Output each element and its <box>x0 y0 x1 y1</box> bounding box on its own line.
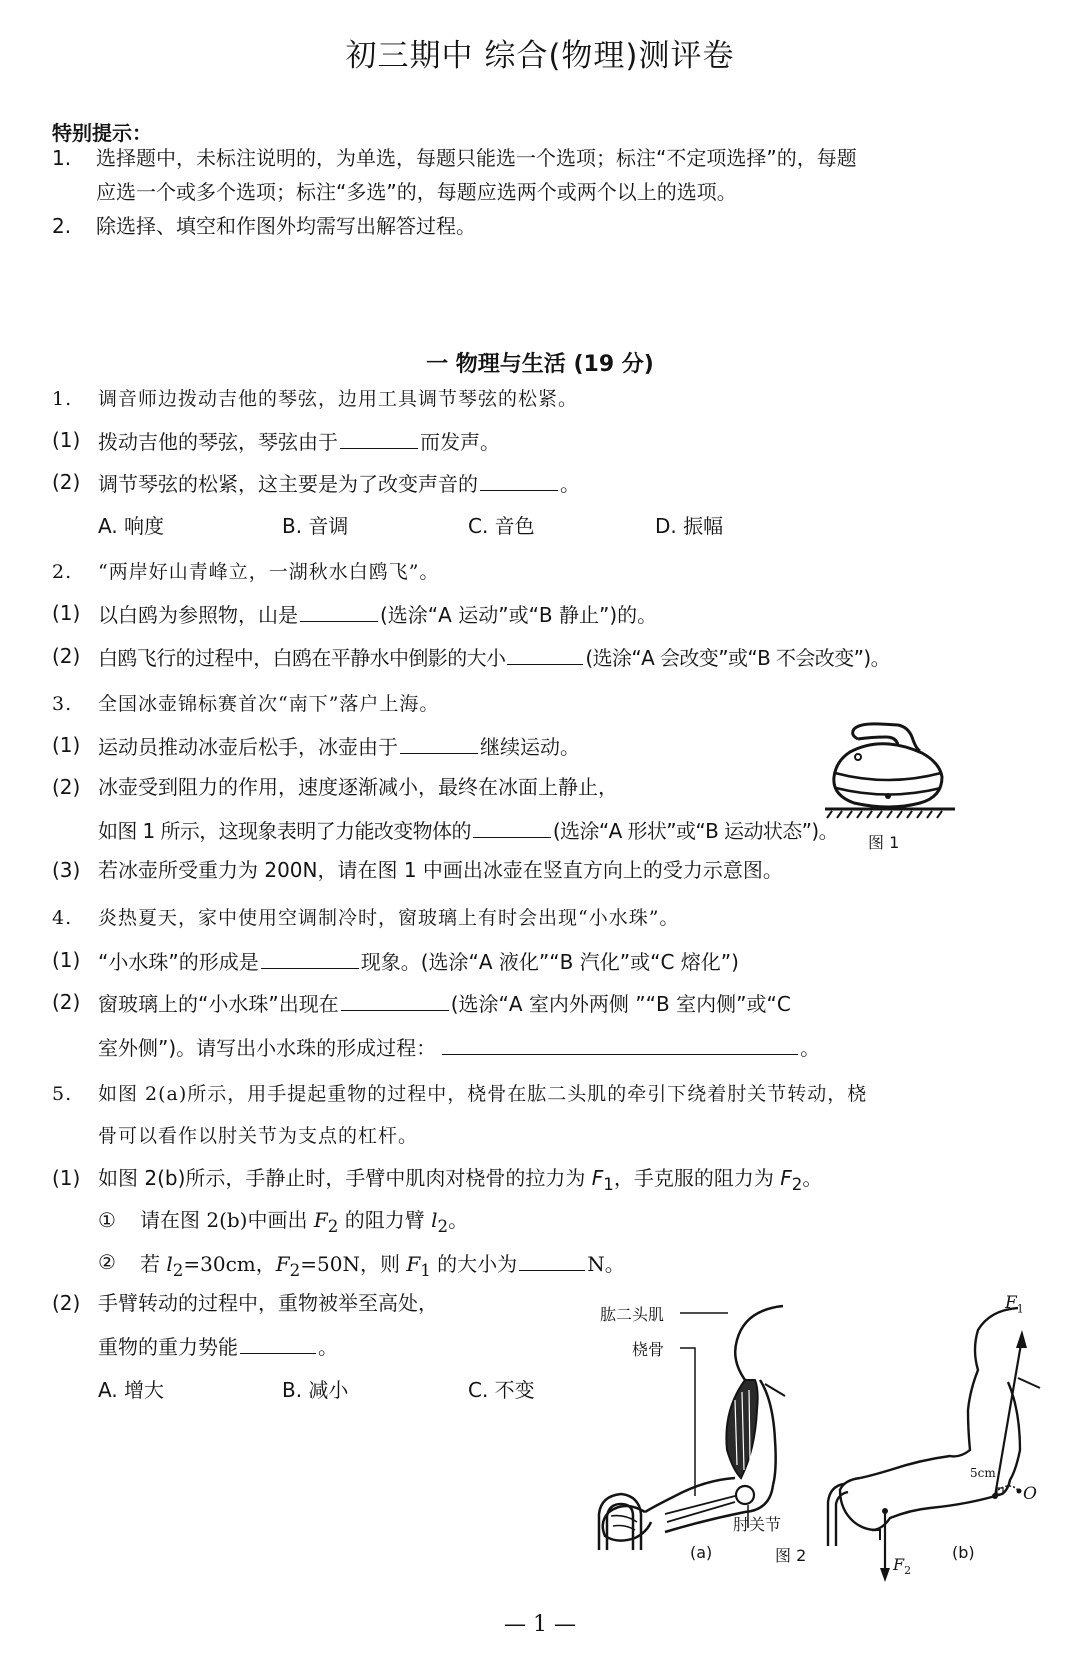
var-f1-sub: 1 <box>603 1175 614 1194</box>
q5-sub1-text-c: 。 <box>448 1208 469 1232</box>
q4-part1-text-after: 现象。(选涂“A 液化”“B 汽化”或“C 熔化”) <box>360 950 739 974</box>
q3-part2-line-1: 冰壶受到阻力的作用，速度逐渐减小，最终在冰面上静止， <box>98 775 618 799</box>
q2-number: 2. <box>52 561 73 583</box>
q5-option-c[interactable]: C. 不变 <box>468 1378 535 1402</box>
q1-part1-text-after: 而发声。 <box>420 430 500 454</box>
q2-part2-answer-blank[interactable] <box>507 644 583 665</box>
q5-stem-line-2: 骨可以看作以肘关节为支点的杠杆。 <box>98 1125 419 1147</box>
notice-item-1-line-1: 选择题中，未标注说明的，为单选，每题只能选一个选项；标注“不定项选择”的，每题 <box>96 146 857 170</box>
q1-option-d[interactable]: D. 振幅 <box>655 514 724 538</box>
q1-part2-number: (2) <box>52 470 81 494</box>
q5-part2-number: (2) <box>52 1291 81 1315</box>
q4-part2-answer-blank[interactable] <box>341 990 449 1011</box>
notice-heading: 特别提示： <box>52 121 152 145</box>
q5-sub2-text-c: =50N，则 <box>300 1252 407 1276</box>
q5-part1-text-a: 如图 2(b)所示，手静止时，手臂中肌肉对桡骨的拉力为 <box>98 1166 592 1190</box>
figure-1-curling-stone <box>810 715 960 825</box>
q3-part1-text-after: 继续运动。 <box>480 735 580 759</box>
var-l2: l <box>166 1252 173 1276</box>
q4-part2-number: (2) <box>52 990 81 1014</box>
q2-stem: “两岸好山青峰立，一湖秋水白鸥飞”。 <box>98 561 440 583</box>
var-f2: F <box>780 1166 792 1190</box>
notice-item-1-num: 1. <box>52 146 72 170</box>
label-f2-sub: 2 <box>904 1564 912 1578</box>
q3-part1 <box>98 733 580 759</box>
notice-item-2-num: 2. <box>52 214 72 238</box>
q4-stem: 炎热夏天，家中使用空调制冷时，窗玻璃上有时会出现“小水珠”。 <box>98 907 680 929</box>
notice-item-2-line-1: 除选择、填空和作图外均需写出解答过程。 <box>96 214 476 238</box>
q1-part1-text-before: 拨动吉他的琴弦，琴弦由于 <box>98 430 338 454</box>
q1-part1-number: (1) <box>52 428 81 452</box>
q5-sub1-text-a: 请在图 2(b)中画出 <box>140 1208 314 1232</box>
q3-part2-text-before: 如图 1 所示，这现象表明了力能改变物体的 <box>98 819 471 843</box>
q2-part1-text-before: 以白鸥为参照物，山是 <box>98 603 298 627</box>
q5-f1-answer-blank[interactable] <box>519 1250 585 1271</box>
var-f1: F <box>406 1252 421 1276</box>
q5-sub2-text-a: 若 <box>140 1252 167 1276</box>
q1-part2-text-after: 。 <box>560 472 580 496</box>
var-l2-sub: 2 <box>437 1217 449 1236</box>
q5-sub2-text-b: =30cm， <box>183 1252 276 1276</box>
q1-number: 1. <box>52 388 73 410</box>
q5-sub2-text <box>140 1250 625 1283</box>
q5-part1-number: (1) <box>52 1166 81 1190</box>
q4-part2-line2-text: 室外侧”)。请写出小水珠的形成过程： <box>98 1036 437 1060</box>
q5-part2-text-before: 重物的重力势能 <box>98 1335 238 1359</box>
q5-sub2-text-d: 的大小为 <box>430 1252 518 1276</box>
q3-part1-text-before: 运动员推动冰壶后松手，冰壶由于 <box>98 735 398 759</box>
label-5cm: 5cm <box>970 1466 996 1480</box>
q5-stem-line-1: 如图 2(a)所示，用手提起重物的过程中，桡骨在肱二头肌的牵引下绕着肘关节转动，桡 <box>98 1083 868 1105</box>
q3-part3-number: (3) <box>52 858 81 882</box>
label-f1-var: F <box>1005 1293 1017 1313</box>
page-number: — 1 — <box>504 1612 576 1637</box>
page-title: 初三期中 综合(物理)测评卷 <box>345 38 735 74</box>
q2-part2 <box>98 644 890 670</box>
label-f1 <box>1005 1293 1024 1315</box>
q1-part1 <box>98 428 500 454</box>
q5-part2-line-1: 手臂转动的过程中，重物被举至高处， <box>98 1291 438 1315</box>
figure-2a-arm-anatomy <box>595 1300 815 1540</box>
figure-1-caption: 图 1 <box>868 833 900 852</box>
q5-sub1-marker: ① <box>98 1208 116 1232</box>
q1-part1-answer-blank[interactable] <box>340 428 418 449</box>
q5-sub1-text-b: 的阻力臂 <box>338 1208 432 1232</box>
q2-part2-number: (2) <box>52 644 81 668</box>
label-figure-2a: (a) <box>690 1543 713 1562</box>
q4-part2-line-2 <box>98 1034 820 1060</box>
label-f2-var: F <box>893 1555 905 1574</box>
var-l2-sub: 2 <box>172 1261 184 1280</box>
q4-part1 <box>98 948 739 974</box>
q3-part2-number: (2) <box>52 775 81 799</box>
q5-option-b[interactable]: B. 减小 <box>282 1378 349 1402</box>
q4-part1-number: (1) <box>52 948 81 972</box>
label-f1-sub: 1 <box>1016 1302 1024 1316</box>
q5-part1-text <box>98 1166 822 1197</box>
label-elbow-joint: 肘关节 <box>733 1515 782 1534</box>
q1-option-b[interactable]: B. 音调 <box>282 514 349 538</box>
q3-stem: 全国冰壶锦标赛首次“南下”落户上海。 <box>98 693 440 715</box>
section-title: 一 物理与生活 (19 分) <box>426 352 654 377</box>
q4-part2-line-1 <box>98 990 791 1016</box>
q4-formation-process-blank[interactable] <box>442 1034 798 1055</box>
q1-stem: 调音师边拨动吉他的琴弦，边用工具调节琴弦的松紧。 <box>98 388 579 410</box>
var-f1: F <box>591 1166 604 1190</box>
q1-option-c[interactable]: C. 音色 <box>468 514 535 538</box>
q1-option-a[interactable]: A. 响度 <box>98 514 165 538</box>
var-f2: F <box>275 1252 290 1276</box>
q5-part2-answer-blank[interactable] <box>240 1333 316 1354</box>
q2-part1 <box>98 601 657 627</box>
q2-part1-text-after: (选涂“A 运动”或“B 静止”)的。 <box>380 603 658 627</box>
label-radius: 桡骨 <box>632 1340 665 1359</box>
label-f2 <box>893 1555 911 1577</box>
q2-part1-number: (1) <box>52 601 81 625</box>
q5-option-a[interactable]: A. 增大 <box>98 1378 165 1402</box>
var-f2: F <box>313 1208 328 1232</box>
label-biceps: 肱二头肌 <box>600 1305 665 1324</box>
q2-part2-text-after: (选涂“A 会改变”或“B 不会改变”)。 <box>585 646 890 670</box>
q3-number: 3. <box>52 693 73 715</box>
label-figure-2b: (b) <box>952 1543 975 1562</box>
q5-sub1-text <box>140 1208 468 1239</box>
q2-part2-text-before: 白鸥飞行的过程中，白鸥在平静水中倒影的大小 <box>98 646 506 670</box>
q5-part1-text-c: 。 <box>802 1166 823 1190</box>
q5-sub2-marker: ② <box>98 1250 116 1274</box>
notice-item-1-line-2: 应选一个或多个选项；标注“多选”的，每题应选两个或两个以上的选项。 <box>96 180 737 204</box>
q4-part1-text-before: “小水珠”的形成是 <box>98 950 259 974</box>
q5-part1-text-b: ，手克服的阻力为 <box>613 1166 781 1190</box>
q5-part2-line-2 <box>98 1333 338 1359</box>
figure-2b-lever-diagram <box>820 1290 1040 1560</box>
q1-part2-answer-blank[interactable] <box>480 470 558 491</box>
var-f2-sub: 2 <box>289 1261 301 1280</box>
q5-sub2-unit: N。 <box>587 1252 625 1276</box>
q3-part1-answer-blank[interactable] <box>400 733 478 754</box>
label-pivot-o: O <box>1023 1484 1037 1504</box>
q3-part2-line-2 <box>98 817 838 843</box>
q3-part1-number: (1) <box>52 733 81 757</box>
var-f2-sub: 2 <box>791 1175 803 1194</box>
q3-part2-text-after: (选涂“A 形状”或“B 运动状态”)。 <box>552 819 839 843</box>
var-l2: l <box>431 1208 438 1232</box>
q1-part2-text-before: 调节琴弦的松紧，这主要是为了改变声音的 <box>98 472 478 496</box>
var-f1-sub: 1 <box>420 1261 431 1280</box>
q3-part2-answer-blank[interactable] <box>473 817 551 838</box>
q5-part2-text-after: 。 <box>318 1335 338 1359</box>
q4-part1-answer-blank[interactable] <box>261 948 359 969</box>
q1-part2 <box>98 470 580 496</box>
var-f2-sub: 2 <box>327 1217 339 1236</box>
q4-part2-line2-end: 。 <box>800 1036 821 1060</box>
q3-part3-text: 若冰壶所受重力为 200N，请在图 1 中画出冰壶在竖直方向上的受力示意图。 <box>98 858 783 882</box>
q5-number: 5. <box>52 1083 73 1105</box>
q4-part2-text-after: (选涂“A 室内外两侧 ”“B 室内侧”或“C <box>450 992 791 1016</box>
figure-2-caption: 图 2 <box>775 1546 807 1565</box>
q2-part1-answer-blank[interactable] <box>300 601 378 622</box>
q4-part2-text-before: 窗玻璃上的“小水珠”出现在 <box>98 992 339 1016</box>
q4-number: 4. <box>52 907 73 929</box>
